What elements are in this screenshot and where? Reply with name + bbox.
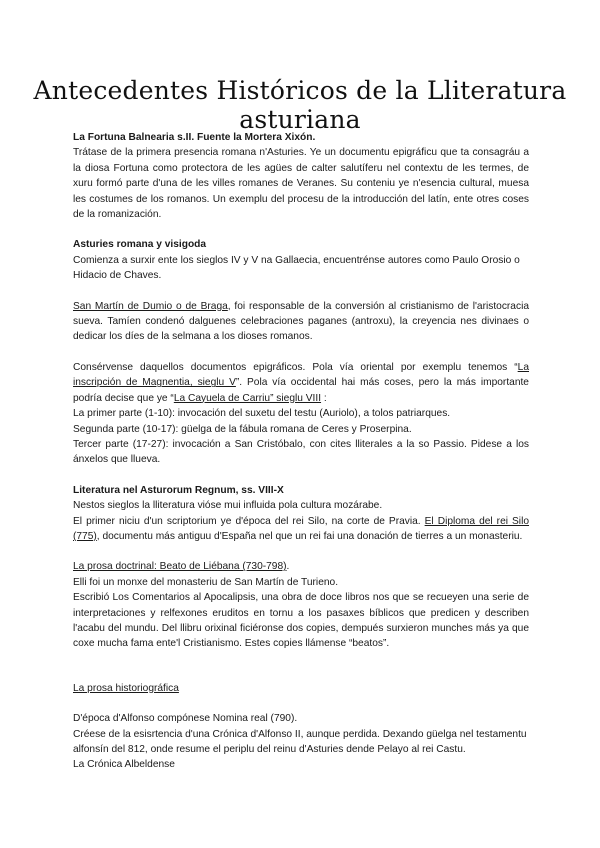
epigraficos-text-a: Consérvense daquellos documentos epigráficos. Pola vía oriental por exemplu tenemos “	[73, 361, 518, 373]
scriptorium-text-a: El primer niciu d'un scriptorium ye d'época del rei Silo, na corte de Pravia.	[73, 515, 425, 527]
section-heading-prosa-doctrinal	[73, 559, 529, 574]
paragraph-nomina-real: D'época d'Alfonso compónese Nomina real (790).	[73, 713, 298, 725]
part-line-3: Tercer parte (17-27): invocación a San Cristóbalo, con cites lliterales a la so Passio. Pidese a los ánxelos que llueva.	[73, 438, 529, 466]
paragraph-cronica-albeldense: La Crónica Albeldense	[73, 759, 175, 771]
section-heading-prosa-historiografica	[73, 681, 529, 696]
part-line-2: Segunda parte (10-17): güelga de la fábula romana de Ceres y Proserpina.	[73, 423, 412, 435]
section-heading-asturies-romana: Asturies romana y visigoda	[73, 239, 207, 251]
cayuela-link[interactable]: La Cayuela de Carriu” sieglu VIII	[173, 392, 322, 404]
document-body	[73, 130, 529, 773]
paragraph-epigraficos	[73, 360, 529, 406]
diploma-link[interactable]: El Diploma del rei Silo (775)	[73, 515, 530, 542]
epigraficos-text-b: ”. Pola vía occidental hai más coses, pero la más importante podría decise que ye “	[73, 377, 529, 404]
san-martin-text: , foi responsable de la conversión al cristianismo de l'aristocracia sueva. Tamíen condenó dalguenes celebraciones paganes (antroxu), la creyencia nes divinaes o dedicar los díes de la selmana a los dioses romanos.	[73, 300, 529, 343]
san-martin-link[interactable]: San Martín de Dumio o de Braga	[73, 300, 228, 312]
page-title: Antecedentes Históricos de la Lliteratura asturiana	[33, 76, 567, 134]
section-heading-asturorum: Literatura nel Asturorum Regnum, ss. VIII-X	[73, 484, 284, 496]
paragraph-comentarios: Escribió Los Comentarios al Apocalipsis, una obra de doce libros nos que se recueyen una serie de interpretaciones y relfexones eruditos en tornu a los pasaxes bíblicos que predicen y describen l'acabu del mundu. Del llibru orixinal ficiéronse dos copies, dempués surxieron munches más ya que coxe mucha fama ente'l Cristianismo. Estes copies llámense “beatos”.	[73, 592, 529, 650]
paragraph-scriptorium	[73, 514, 529, 545]
part-line-1: La primer parte (1-10): invocación del suxetu del testu (Auriolo), a tolos patriarques.	[73, 408, 451, 420]
scriptorium-text-b: , documentu más antiguu d'España nel que un rei fai una donación de tierres a un monasteriu.	[96, 530, 523, 542]
paragraph-san-martin	[73, 299, 529, 345]
beato-heading-tail: .	[286, 561, 290, 573]
paragraph-monxe: Elli foi un monxe del monasteriu de San Martín de Turieno.	[73, 576, 339, 588]
paragraph-asturies-romana: Comienza a surxir ente los sieglos IV y V na Gallaecia, encuentrénse autores como Paulo Orosio o Hidacio de Chaves.	[73, 254, 520, 282]
paragraph-fortuna: Trátase de la primera presencia romana n'Asturies. Ye un documentu epigráficu que ta consagráu a la diosa Fortuna como protectora de les agües de calter salutíferu nel contextu de les termes, de xuru formó parte d'una de les villes romanes de Veranes. Su conteniu ye n'esencia cultural, muesa les costumes de los romanos. Un exemplu del procesu de la introducción del latín, ente otres coses de la romanización.	[73, 147, 529, 221]
epigraficos-text-c: :	[321, 392, 327, 404]
beato-link[interactable]: La prosa doctrinal: Beato de Liébana (730-798)	[73, 561, 287, 573]
paragraph-mozarabe: Nestos sieglos la lliteratura vióse mui influida pola cultura mozárabe.	[73, 500, 383, 512]
section-heading-fortuna: La Fortuna Balnearia s.II. Fuente la Mortera Xixón.	[73, 132, 316, 143]
paragraph-cronica-alfonso: Créese de la esisrtencia d'una Crónica d'Alfonso II, aunque perdida. Dexando güelga nel testamentu alfonsín del 812, onde resume el periplu del reinu d'Asturies dende Pelayo al rei Castu.	[73, 728, 527, 755]
prosa-historiografica-link[interactable]: La prosa historiográfica	[73, 682, 179, 694]
magnentia-link[interactable]: La inscripción de Magnentia, sieglu V	[73, 361, 529, 389]
